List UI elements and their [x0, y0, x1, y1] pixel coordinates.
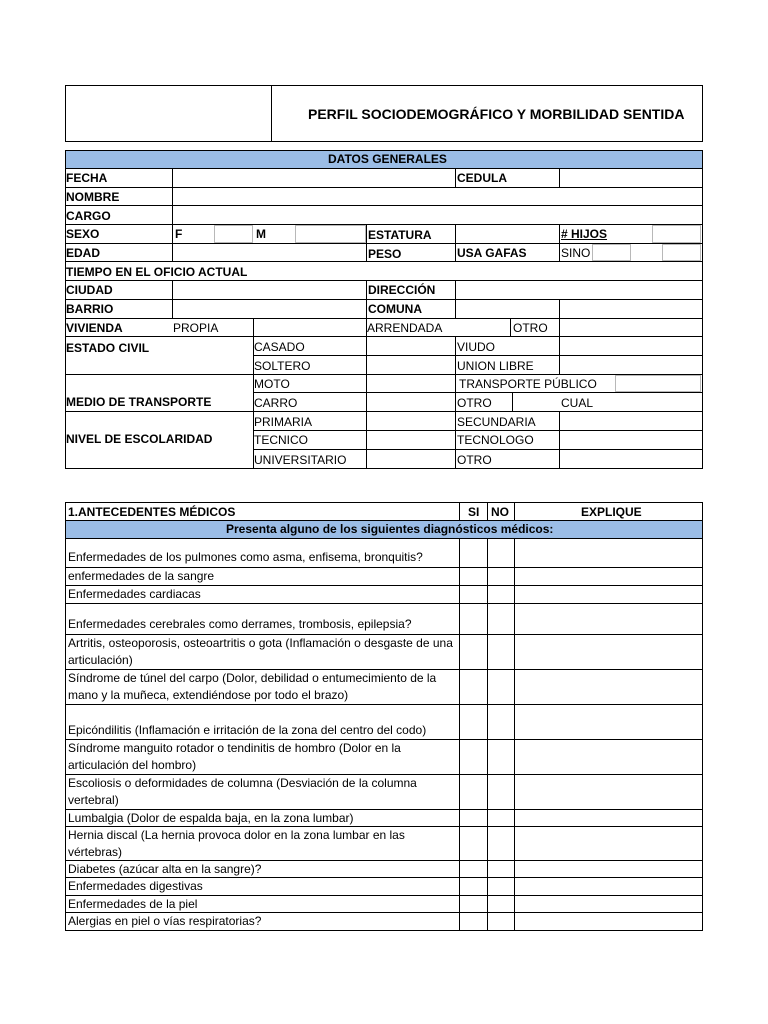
diagnosis-explique-field[interactable] — [515, 635, 702, 669]
label-barrio: BARRIO — [66, 302, 114, 316]
label-edad: EDAD — [66, 246, 101, 260]
diagnosis-label: Lumbalgia (Dolor de espalda baja, en la zona lumbar) — [68, 811, 354, 825]
sexo-m-option: M — [256, 227, 266, 241]
diagnosis-si-checkbox[interactable] — [460, 539, 487, 567]
diagnosis-explique-field[interactable] — [515, 705, 702, 739]
form-title: PERFIL SOCIODEMOGRÁFICO Y MORBILIDAD SENTIDA — [308, 106, 685, 122]
diagnosis-explique-field[interactable] — [515, 539, 702, 567]
sexo-f-option: F — [175, 227, 183, 241]
diagnosis-si-checkbox[interactable] — [460, 896, 487, 912]
general-section-title: DATOS GENERALES — [328, 152, 447, 166]
escolaridad-secundaria-option: SECUNDARIA — [457, 415, 536, 429]
diagnosis-explique-field[interactable] — [515, 670, 702, 704]
label-cedula: CEDULA — [457, 171, 507, 185]
diagnosis-no-checkbox[interactable] — [488, 810, 514, 826]
escolaridad-universitario-option: UNIVERSITARIO — [254, 453, 347, 467]
diagnosis-explique-field[interactable] — [515, 740, 702, 774]
estado-union-libre-option: UNION LIBRE — [457, 359, 534, 373]
diagnosis-si-checkbox[interactable] — [460, 827, 487, 860]
diagnosis-explique-field[interactable] — [515, 896, 702, 912]
antecedentes-explique-header: EXPLIQUE — [581, 505, 642, 519]
diagnosis-label: Enfermedades cerebrales como derrames, trombosis, epilepsia? — [68, 617, 412, 631]
diagnosis-explique-field[interactable] — [515, 604, 702, 634]
diagnosis-label: enfermedades de la sangre — [68, 569, 215, 583]
diagnosis-si-checkbox[interactable] — [460, 586, 487, 603]
label-ciudad: CIUDAD — [66, 283, 113, 297]
vivienda-propia-option: PROPIA — [173, 321, 219, 335]
label-nivel-escolaridad: NIVEL DE ESCOLARIDAD — [66, 432, 213, 446]
diagnosis-no-checkbox[interactable] — [488, 775, 514, 809]
label-sexo: SEXO — [66, 227, 100, 241]
diagnosis-si-checkbox[interactable] — [460, 861, 487, 877]
diagnosis-explique-field[interactable] — [515, 913, 702, 930]
transporte-publico-option: TRANSPORTE PÚBLICO — [459, 377, 597, 391]
label-nombre: NOMBRE — [66, 190, 120, 204]
diagnosis-label: Hernia discal (La hernia provoca dolor en la zona lumbar en las vértebras) — [68, 828, 405, 859]
label-medio-transporte: MEDIO DE TRANSPORTE — [66, 395, 212, 409]
diagnosis-label: Enfermedades digestivas — [68, 879, 203, 893]
diagnosis-no-checkbox[interactable] — [488, 861, 514, 877]
diagnosis-explique-field[interactable] — [515, 827, 702, 860]
diagnosis-no-checkbox[interactable] — [488, 670, 514, 704]
estado-casado-option: CASADO — [254, 340, 305, 354]
estado-soltero-option: SOLTERO — [254, 359, 311, 373]
diagnosis-no-checkbox[interactable] — [488, 896, 514, 912]
diagnosis-no-checkbox[interactable] — [488, 586, 514, 603]
diagnosis-si-checkbox[interactable] — [460, 604, 487, 634]
diagnosis-no-checkbox[interactable] — [488, 568, 514, 585]
diagnosis-si-checkbox[interactable] — [460, 775, 487, 809]
escolaridad-otro-option: OTRO — [457, 453, 492, 467]
antecedentes-subtitle: Presenta alguno de los siguientes diagnósticos médicos: — [226, 522, 554, 536]
antecedentes-si-header: SI — [468, 505, 480, 519]
label-hijos: # HIJOS — [561, 227, 608, 241]
label-vivienda: VIVIENDA — [66, 321, 123, 335]
diagnosis-si-checkbox[interactable] — [460, 913, 487, 930]
diagnosis-explique-field[interactable] — [515, 586, 702, 603]
label-peso: PESO — [368, 247, 402, 261]
label-usa-gafas: USA GAFAS — [457, 246, 527, 260]
escolaridad-tecnico-option: TECNICO — [254, 433, 308, 447]
vivienda-otro-option: OTRO — [513, 321, 548, 335]
label-tiempo-oficio: TIEMPO EN EL OFICIO ACTUAL — [66, 265, 248, 279]
antecedentes-title: 1.ANTECEDENTES MÉDICOS — [68, 505, 236, 519]
diagnosis-si-checkbox[interactable] — [460, 670, 487, 704]
label-direccion: DIRECCIÓN — [368, 283, 436, 297]
diagnosis-explique-field[interactable] — [515, 810, 702, 826]
label-estatura: ESTATURA — [368, 228, 432, 242]
diagnosis-si-checkbox[interactable] — [460, 568, 487, 585]
diagnosis-si-checkbox[interactable] — [460, 635, 487, 669]
diagnosis-label: Alergias en piel o vías respiratorias? — [68, 914, 262, 928]
diagnosis-no-checkbox[interactable] — [488, 539, 514, 567]
transporte-otro-option: OTRO — [457, 396, 492, 410]
diagnosis-no-checkbox[interactable] — [488, 635, 514, 669]
diagnosis-label: Epicóndilitis (Inflamación e irritación de la zona del centro del codo) — [68, 723, 427, 737]
escolaridad-primaria-option: PRIMARIA — [254, 415, 313, 429]
label-estado-civil: ESTADO CIVIL — [66, 341, 150, 355]
diagnosis-no-checkbox[interactable] — [488, 604, 514, 634]
diagnosis-label: Enfermedades cardiacas — [68, 587, 201, 601]
diagnosis-label: Diabetes (azúcar alta en la sangre)? — [68, 862, 262, 876]
vivienda-arrendada-option: ARRENDADA — [367, 321, 443, 335]
diagnosis-explique-field[interactable] — [515, 775, 702, 809]
diagnosis-no-checkbox[interactable] — [488, 740, 514, 774]
transporte-cual-label: CUAL — [561, 396, 594, 410]
diagnosis-label: Síndrome de túnel del carpo (Dolor, debilidad o entumecimiento de la mano y la muñeca, extendiéndose por todo el brazo) — [68, 671, 437, 702]
transporte-carro-option: CARRO — [254, 396, 298, 410]
escolaridad-tecnologo-option: TECNOLOGO — [457, 433, 534, 447]
diagnosis-label: Síndrome manguito rotador o tendinitis de hombro (Dolor en la articulación del hombro) — [68, 741, 401, 772]
label-cargo: CARGO — [66, 209, 111, 223]
diagnosis-si-checkbox[interactable] — [460, 878, 487, 895]
diagnosis-explique-field[interactable] — [515, 861, 702, 877]
label-comuna: COMUNA — [368, 302, 422, 316]
diagnosis-no-checkbox[interactable] — [488, 705, 514, 739]
diagnosis-label: Escoliosis o deformidades de columna (Desviación de la columna vertebral) — [68, 776, 417, 807]
estado-viudo-option: VIUDO — [457, 340, 496, 354]
diagnosis-si-checkbox[interactable] — [460, 810, 487, 826]
gafas-sino-label: SINO — [561, 246, 591, 260]
label-fecha: FECHA — [66, 171, 108, 185]
diagnosis-no-checkbox[interactable] — [488, 913, 514, 930]
diagnosis-si-checkbox[interactable] — [460, 740, 487, 774]
diagnosis-explique-field[interactable] — [515, 568, 702, 585]
diagnosis-no-checkbox[interactable] — [488, 827, 514, 860]
diagnosis-si-checkbox[interactable] — [460, 705, 487, 739]
diagnosis-label: Enfermedades de la piel — [68, 897, 198, 911]
transporte-moto-option: MOTO — [254, 377, 290, 391]
diagnosis-label: Artritis, osteoporosis, osteoartritis o gota (Inflamación o desgaste de una articulación) — [68, 636, 453, 667]
diagnosis-no-checkbox[interactable] — [488, 878, 514, 895]
diagnosis-label: Enfermedades de los pulmones como asma, enfisema, bronquitis? — [68, 550, 423, 564]
diagnosis-explique-field[interactable] — [515, 878, 702, 895]
antecedentes-no-header: NO — [491, 505, 509, 519]
